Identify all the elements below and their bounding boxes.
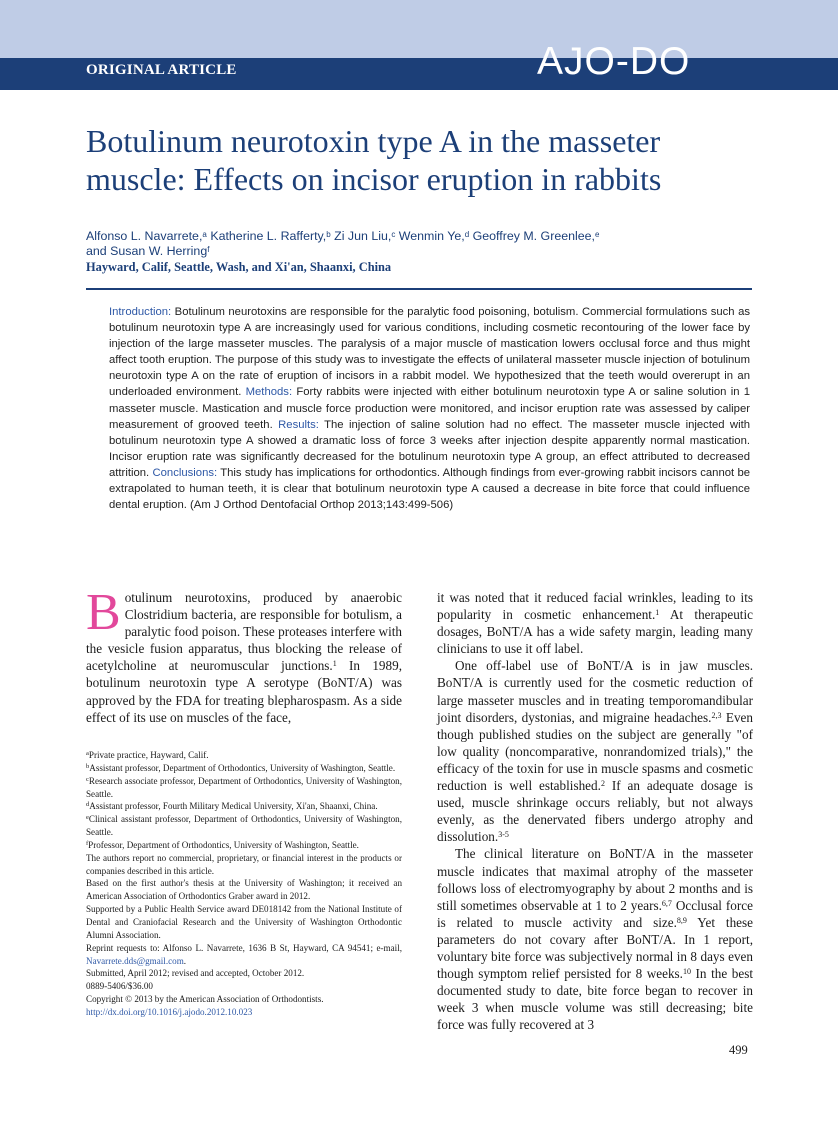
footnote (86, 749, 402, 762)
reference-mark: 1 (332, 659, 337, 669)
footnote-mark: b (86, 762, 90, 770)
footnote-text: Clinical assistant professor, Department of Orthodontics, University of Washington, Seattle. (86, 814, 402, 838)
reference-mark: 2 (600, 779, 605, 789)
body-paragraph (437, 657, 753, 845)
abstract-conclusions: This study has implications for orthodontics. Although findings from ever-growing rabbit incisors cannot be extrapolated to human teeth, it is clear that botulinum neurotoxin type A caused a decrease in bite force that could influence dental eruption. (Am J Orthod Dentofacial Orthop 2013;143:499-506) (109, 466, 751, 512)
footnote: Supported by a Public Health Service award DE018142 from the National Institute of Dental and Craniofacial Research and the University of Washington Orthodontic Alumni Association. (86, 904, 402, 940)
author-affiliation-mark: f (207, 245, 210, 254)
body-text: it was noted that it reduced facial wrinkles, leading to its popularity in cosmetic enhancement. (437, 590, 753, 623)
footnote-text: Professor, Department of Orthodontics, University of Washington, Seattle. (88, 839, 359, 850)
footnote (86, 839, 402, 852)
author-location: Hayward, Calif, Seattle, Wash, and Xi'an, Shaanxi, China (86, 260, 392, 274)
reference-mark: 1 (655, 608, 660, 618)
author-name: Geoffrey M. Greenlee, (472, 229, 595, 243)
author-name: Alfonso L. Navarrete, (86, 229, 203, 243)
section-label: ORIGINAL ARTICLE (86, 62, 237, 78)
reference-mark: 2,3 (711, 710, 722, 720)
body-text: Yet these parameters do not covary after BoNT/A. In 1 report, voluntary bite force was subjectively normal in 8 days even though symptom relief persisted for 8 weeks. (437, 914, 753, 982)
reference-mark: 3-5 (498, 830, 509, 840)
footnote-mark: f (86, 839, 89, 847)
abstract-heading-results: Results: (278, 418, 319, 431)
footnote-text: Private practice, Hayward, Calif. (88, 750, 209, 760)
copyright: Copyright © 2013 by the American Association of Orthodontists. (86, 994, 324, 1005)
author-name: Wenmin Ye, (398, 229, 465, 243)
abstract (109, 304, 750, 513)
abstract-results: The injection of saline solution had no effect. The masseter muscle injected with botulinum neurotoxin type A showed a dramatic loss of force 3 weeks after injection despite apparently normal mastication. Incisor eruption rate was significantly decreased for the botulinum neurotoxin type A group, an effect attributed to decreased attrition. (109, 418, 751, 479)
abstract-heading-methods: Methods: (245, 386, 293, 399)
footnote-text: Research associate professor, Department of Orthodontics, University of Washington, Seattle. (86, 775, 402, 799)
page-number: 499 (729, 1043, 748, 1057)
abstract-heading-conclusions: Conclusions: (152, 466, 218, 479)
reprint-request (86, 942, 402, 968)
author-affiliation-mark: b (326, 230, 331, 239)
author-affiliation-mark: a (202, 230, 207, 239)
drop-cap: B (86, 584, 121, 641)
reference-mark: 8,9 (676, 915, 687, 925)
abstract-heading-introduction: Introduction: (109, 306, 172, 318)
reference-mark: 6,7 (661, 898, 672, 908)
issn-price: 0889-5406/$36.00 (86, 981, 153, 992)
footnote-text: Assistant professor, Fourth Military Medical University, Xi'an, Shaanxi, China. (89, 801, 378, 812)
reprint-text: Reprint requests to: Alfonso L. Navarrete, 1636 B St, Hayward, CA 94541; e-mail, (86, 942, 402, 953)
article-title: Botulinum neurotoxin type A in the masseter muscle: Effects on incisor eruption in rabbits (86, 123, 662, 197)
reference-mark: 10 (682, 967, 691, 977)
body-text: Occlusal force is related to muscle activity and size. (437, 897, 753, 930)
footnote (86, 775, 402, 801)
abstract-introduction: Botulinum neurotoxins are responsible for the paralytic food poisoning, botulism. Commercial formulations such as botulinum neurotoxin type A are increasingly used for various conditions, including cosmetic recontouring of the lower face by injection of the large masseter muscles. The paralysis of a major muscle of mastication lowers occlusal force and thus might affect tooth eruption. The purpose of this study was to investigate the effects of unilateral masseter muscle injection of botulinum neurotoxin type A on the rate of eruption of incisors in a rabbit model. We hypothesized that the teeth would overerupt in an underloaded environment. (109, 306, 751, 399)
footnote-text: Assistant professor, Department of Orthodontics, University of Washington, Seattle. (89, 762, 396, 773)
submission-dates: Submitted, April 2012; revised and accepted, October 2012. (86, 968, 305, 979)
footnote (86, 813, 402, 839)
footnote-mark: d (86, 801, 90, 809)
author-name: Katherine L. Rafferty, (210, 229, 327, 243)
footnote (86, 800, 402, 813)
body-paragraph (437, 589, 753, 657)
body-right-column (437, 589, 753, 1033)
reprint-end: . (183, 955, 187, 966)
body-text: In the best documented study to date, bite force began to recover in week 3 when muscle volume was still decreasing; bite force was fully recovered at 3 (437, 966, 753, 1033)
top-band (0, 0, 838, 58)
footnotes (86, 749, 402, 1019)
doi-link[interactable]: http://dx.doi.org/10.1016/j.ajodo.2012.10.023 (86, 1006, 253, 1017)
author-affiliation-mark: c (391, 230, 396, 239)
body-text: The clinical literature on BoNT/A in the masseter muscle indicates that maximal atrophy of the masseter follows loss of electromyography by about 2 months and is still sometimes observable at 1 to 2 years. (437, 846, 753, 913)
body-text: One off-label use of BoNT/A is in jaw muscles. BoNT/A is currently used for the cosmetic reduction of large masseter muscles and in treating temporomandibular joint disorders, dystonias, and migraine headaches. (437, 658, 753, 725)
footnote (86, 762, 402, 775)
body-text: In 1989, botulinum neurotoxin type A serotype (BoNT/A) was approved by the FDA for treating blepharospasm. As a side effect of its use on muscles of the face, (86, 658, 402, 725)
journal-logo: AJO-DO (537, 40, 691, 83)
abstract-methods: Forty rabbits were injected with either botulinum neurotoxin type A or saline solution in 1 masseter muscle. Mastication and muscle force production were monitored, and incisor eruption rate was assessed by caliper measurement of grooved teeth. (109, 386, 751, 431)
footnote: The authors report no commercial, proprietary, or financial interest in the products or companies described in this article. (86, 852, 402, 876)
body-text: If an adequate dosage is used, muscle shrinkage occurs reliably, but not always evenly, as the denervated fibers undergo atrophy and dissolution. (437, 778, 753, 845)
author-name: and Susan W. Herring (86, 244, 208, 258)
author-affiliation-mark: e (594, 230, 600, 239)
body-text: Even though published studies on the subject are generally "of low quality (noncomparative, nonrandomized trials)," the efficacy of the toxin for use in muscle spasms and cosmetic reduction is well established. (437, 709, 753, 794)
footnote: Based on the first author's thesis at the University of Washington; it received an American Association of Orthodontics Graber award in 2012. (86, 878, 402, 902)
body-text: otulinum neurotoxins, produced by anaerobic Clostridium bacteria, are responsible for botulism, a paralytic food poison. These proteases interfere with the vesicle fusion apparatus, thus blocking the release of acetylcholine at neuromuscular junctions. (86, 590, 402, 674)
author-affiliation-mark: d (464, 230, 470, 239)
email-link[interactable]: Navarrete.dds@gmail.com (86, 955, 184, 966)
footnote-mark: a (86, 750, 89, 757)
abstract-divider (86, 288, 752, 290)
body-paragraph (437, 845, 753, 1033)
author-list (86, 229, 726, 259)
footnote-mark: c (86, 775, 89, 783)
body-text: At therapeutic dosages, BoNT/A has a wide safety margin, leading many clinicians to use it off label. (437, 607, 753, 657)
footnote-mark: e (86, 814, 89, 822)
body-left-column (86, 584, 402, 726)
author-name: Zi Jun Liu, (334, 229, 392, 243)
